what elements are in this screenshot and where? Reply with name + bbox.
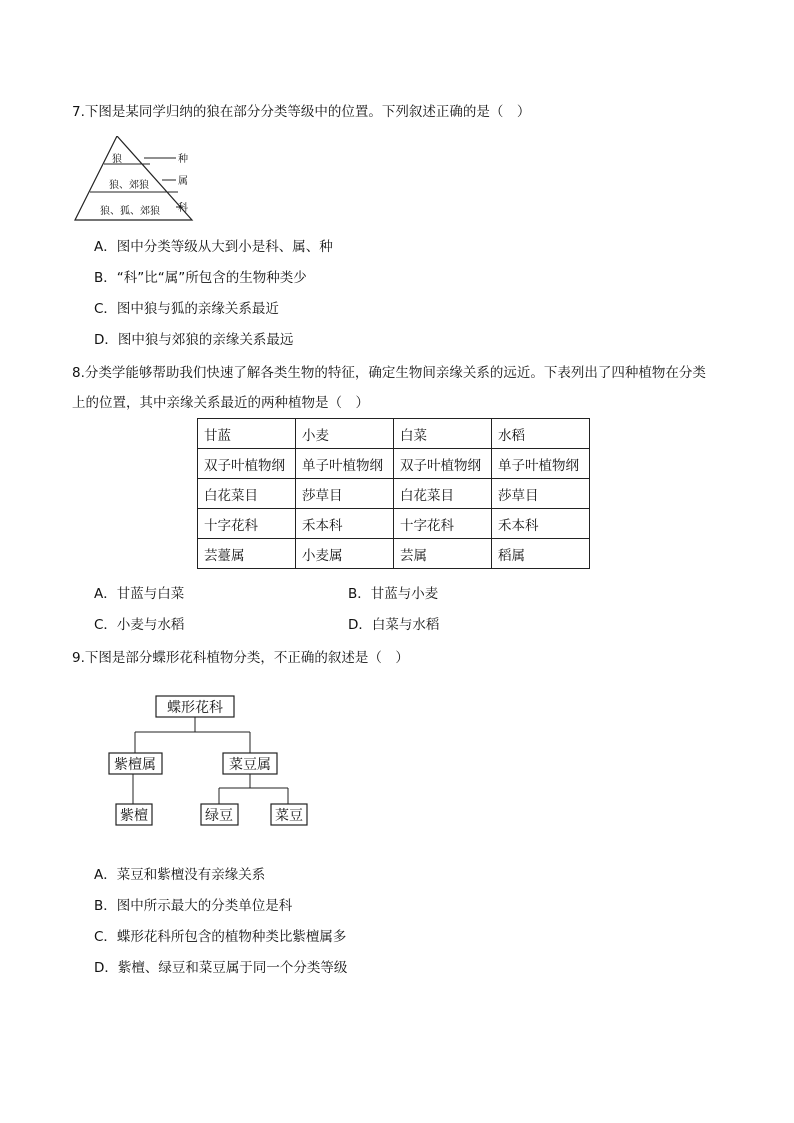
- table-cell: 芸属: [394, 539, 492, 569]
- q8-option-d[interactable]: D．白菜与水稻: [348, 617, 440, 633]
- q8-option-c[interactable]: C．小麦与水稻: [94, 617, 185, 633]
- table-cell: 白菜: [394, 419, 492, 449]
- table-cell: 白花菜目: [394, 479, 492, 509]
- root-label: 蝶形花科: [167, 700, 223, 716]
- rank-genus-label: 属: [178, 176, 188, 187]
- q8-stem-line-1: 8.分类学能够帮助我们快速了解各类生物的特征，确定生物间亲缘关系的远近。下表列出了四种植物在分类: [72, 365, 706, 381]
- table-cell: 莎草目: [296, 479, 394, 509]
- rank-species-label: 种: [178, 154, 188, 165]
- table-cell: 小麦属: [296, 539, 394, 569]
- q7-stem: 7.下图是某同学归纳的狼在部分分类等级中的位置。下列叙述正确的是（ ）: [72, 104, 531, 120]
- table-row: [198, 539, 590, 569]
- q9-option-b[interactable]: B．图中所示最大的分类单位是科: [94, 898, 293, 914]
- q7-option-d[interactable]: D．图中狼与郊狼的亲缘关系最远: [94, 332, 294, 348]
- table-row: [198, 419, 590, 449]
- plant-classification-table: [197, 418, 590, 569]
- table-row: [198, 509, 590, 539]
- tier-1-label: 狼: [112, 154, 122, 165]
- table-cell: 单子叶植物纲: [296, 449, 394, 479]
- q8-option-b[interactable]: B．甘蓝与小麦: [348, 586, 439, 602]
- table-cell: 芸薹属: [198, 539, 296, 569]
- table-cell: 莎草目: [492, 479, 590, 509]
- table-cell: 双子叶植物纲: [198, 449, 296, 479]
- tier-2-label: 狼、郊狼: [109, 180, 149, 191]
- rank-family-label: 科: [178, 203, 188, 214]
- q7-option-c[interactable]: C．图中狼与狐的亲缘关系最近: [94, 301, 279, 317]
- q8-option-a[interactable]: A．甘蓝与白菜: [94, 586, 185, 602]
- table-cell: 甘蓝: [198, 419, 296, 449]
- legume-classification-tree: [100, 690, 320, 835]
- right-genus-label: 菜豆属: [229, 757, 271, 773]
- table-cell: 十字花科: [198, 509, 296, 539]
- q7-option-a[interactable]: A．图中分类等级从大到小是科、属、种: [94, 239, 333, 255]
- right-species-1-label: 绿豆: [205, 808, 233, 824]
- left-genus-label: 紫檀属: [114, 757, 156, 773]
- table-cell: 小麦: [296, 419, 394, 449]
- wolf-classification-pyramid: [72, 136, 202, 226]
- table-cell: 双子叶植物纲: [394, 449, 492, 479]
- table-row: [198, 449, 590, 479]
- table-cell: 禾本科: [296, 509, 394, 539]
- table-cell: 稻属: [492, 539, 590, 569]
- q9-option-c[interactable]: C．蝶形花科所包含的植物种类比紫檀属多: [94, 929, 347, 945]
- right-species-2-label: 菜豆: [275, 808, 303, 824]
- table-cell: 单子叶植物纲: [492, 449, 590, 479]
- table-cell: 水稻: [492, 419, 590, 449]
- q9-option-d[interactable]: D．紫檀、绿豆和菜豆属于同一个分类等级: [94, 960, 348, 976]
- q9-option-a[interactable]: A．菜豆和紫檀没有亲缘关系: [94, 867, 266, 883]
- table-row: [198, 479, 590, 509]
- table-cell: 禾本科: [492, 509, 590, 539]
- table-cell: 白花菜目: [198, 479, 296, 509]
- tier-3-label: 狼、狐、郊狼: [100, 206, 160, 217]
- q9-stem: 9.下图是部分蝶形花科植物分类，不正确的叙述是（ ）: [72, 650, 409, 666]
- q8-stem-line-2: 上的位置，其中亲缘关系最近的两种植物是（ ）: [72, 395, 369, 411]
- left-species-label: 紫檀: [120, 808, 148, 824]
- q7-option-b[interactable]: B．“科”比“属”所包含的生物种类少: [94, 270, 307, 286]
- table-cell: 十字花科: [394, 509, 492, 539]
